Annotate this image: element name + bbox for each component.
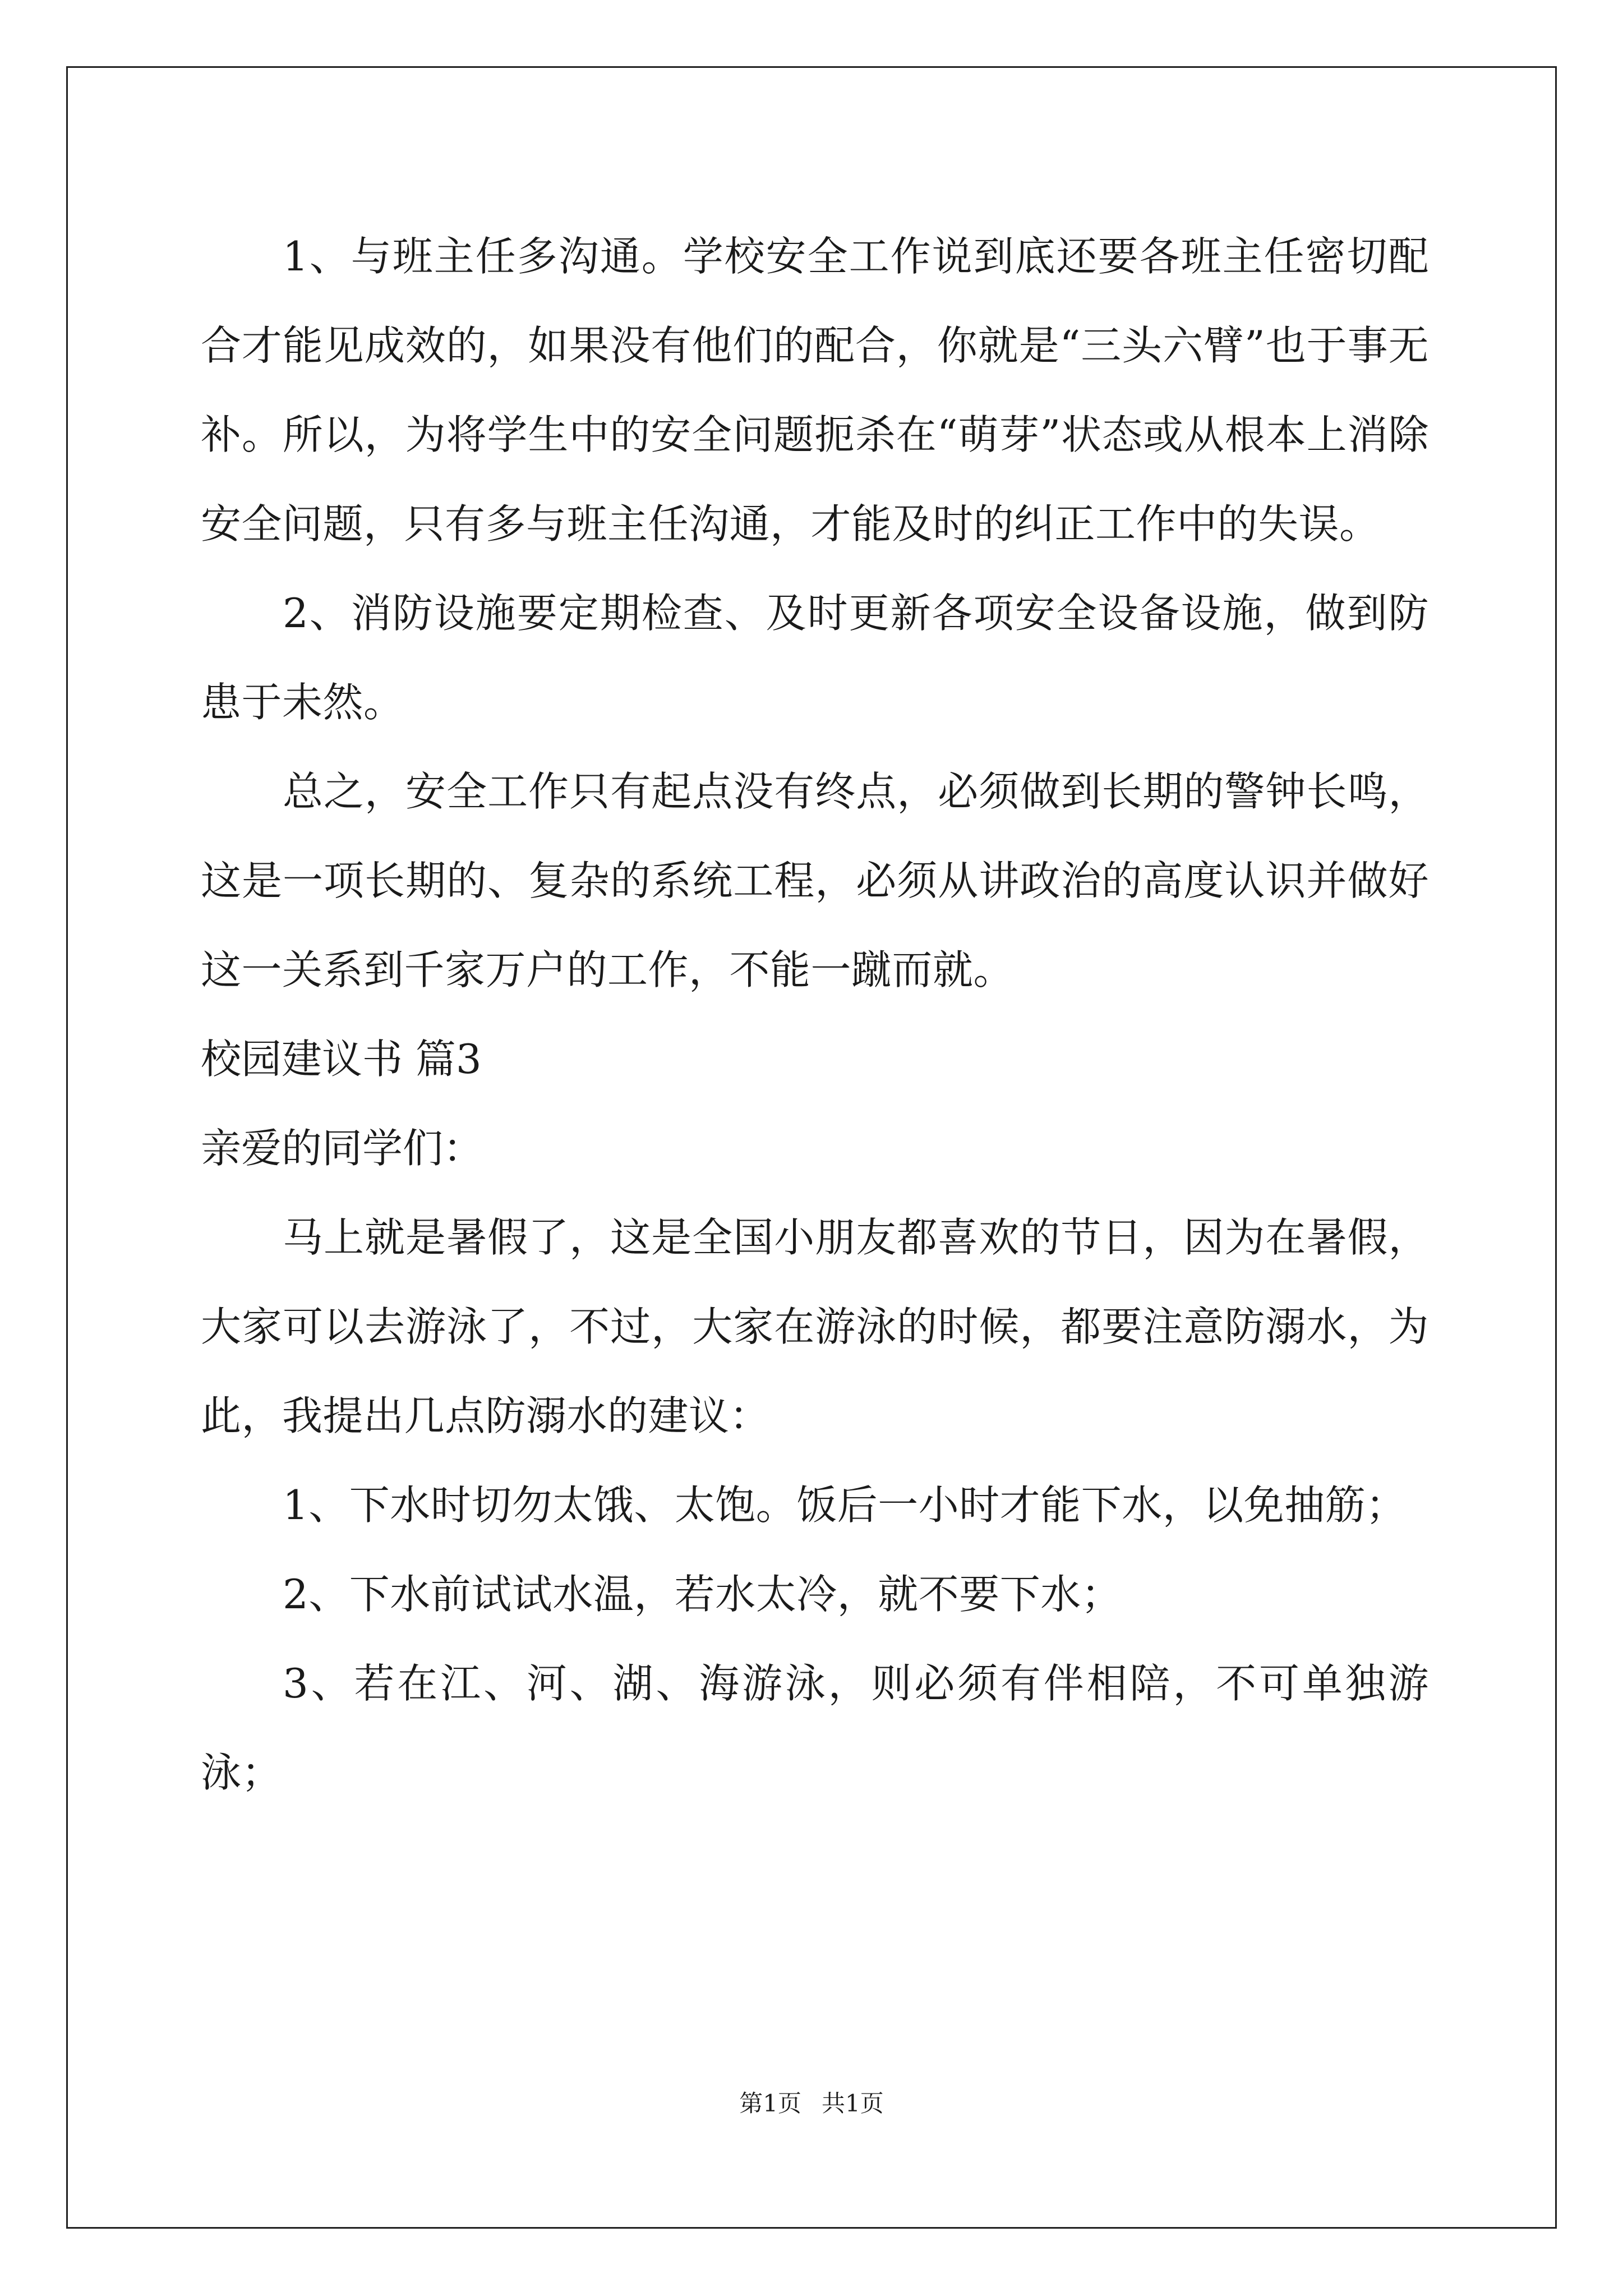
section-heading: 校园建议书 篇3 — [201, 1036, 482, 1083]
list-item-2: 2、下水前试试水温，若水太冷，就不要下水； — [283, 1571, 1122, 1618]
paragraph-conclusion: 总之，安全工作只有起点没有终点，必须做到长期的警钟长鸣，这是一项长期的、复杂的系统工程，必须从讲政治的高度认识并做好这一关系到千家万户的工作，不能一蹴而就。 — [201, 768, 1429, 993]
page-number-total: 共1页 — [822, 2090, 884, 2117]
list-item-1: 1、下水时切勿太饿、太饱。饭后一小时才能下水，以免抽筋； — [283, 1481, 1407, 1529]
paragraph-summer-intro: 马上就是暑假了，这是全国小朋友都喜欢的节日，因为在暑假，大家可以去游泳了，不过，大家在游泳的时候，都要注意防溺水，为此，我提出几点防溺水的建议： — [201, 1214, 1429, 1439]
document-body — [201, 212, 1429, 1818]
salutation: 亲爱的同学们： — [201, 1125, 484, 1172]
paragraph-fire-safety: 2、消防设施要定期检查、及时更新各项安全设备设施，做到防患于未然。 — [201, 590, 1429, 726]
page-footer — [0, 2087, 1623, 2120]
list-item-3: 3、若在江、河、湖、海游泳，则必须有伴相陪，不可单独游泳； — [201, 1660, 1429, 1796]
paragraph-communication: 1、与班主任多沟通。学校安全工作说到底还要各班主任密切配合才能见成效的，如果没有他们的配合，你就是“三头六臂”也于事无补。所以，为将学生中的安全问题扼杀在“萌芽”状态或从根本上消除安全问题，只有多与班主任沟通，才能及时的纠正工作中的失误。 — [201, 233, 1429, 547]
page-number-current: 第1页 — [739, 2090, 801, 2117]
